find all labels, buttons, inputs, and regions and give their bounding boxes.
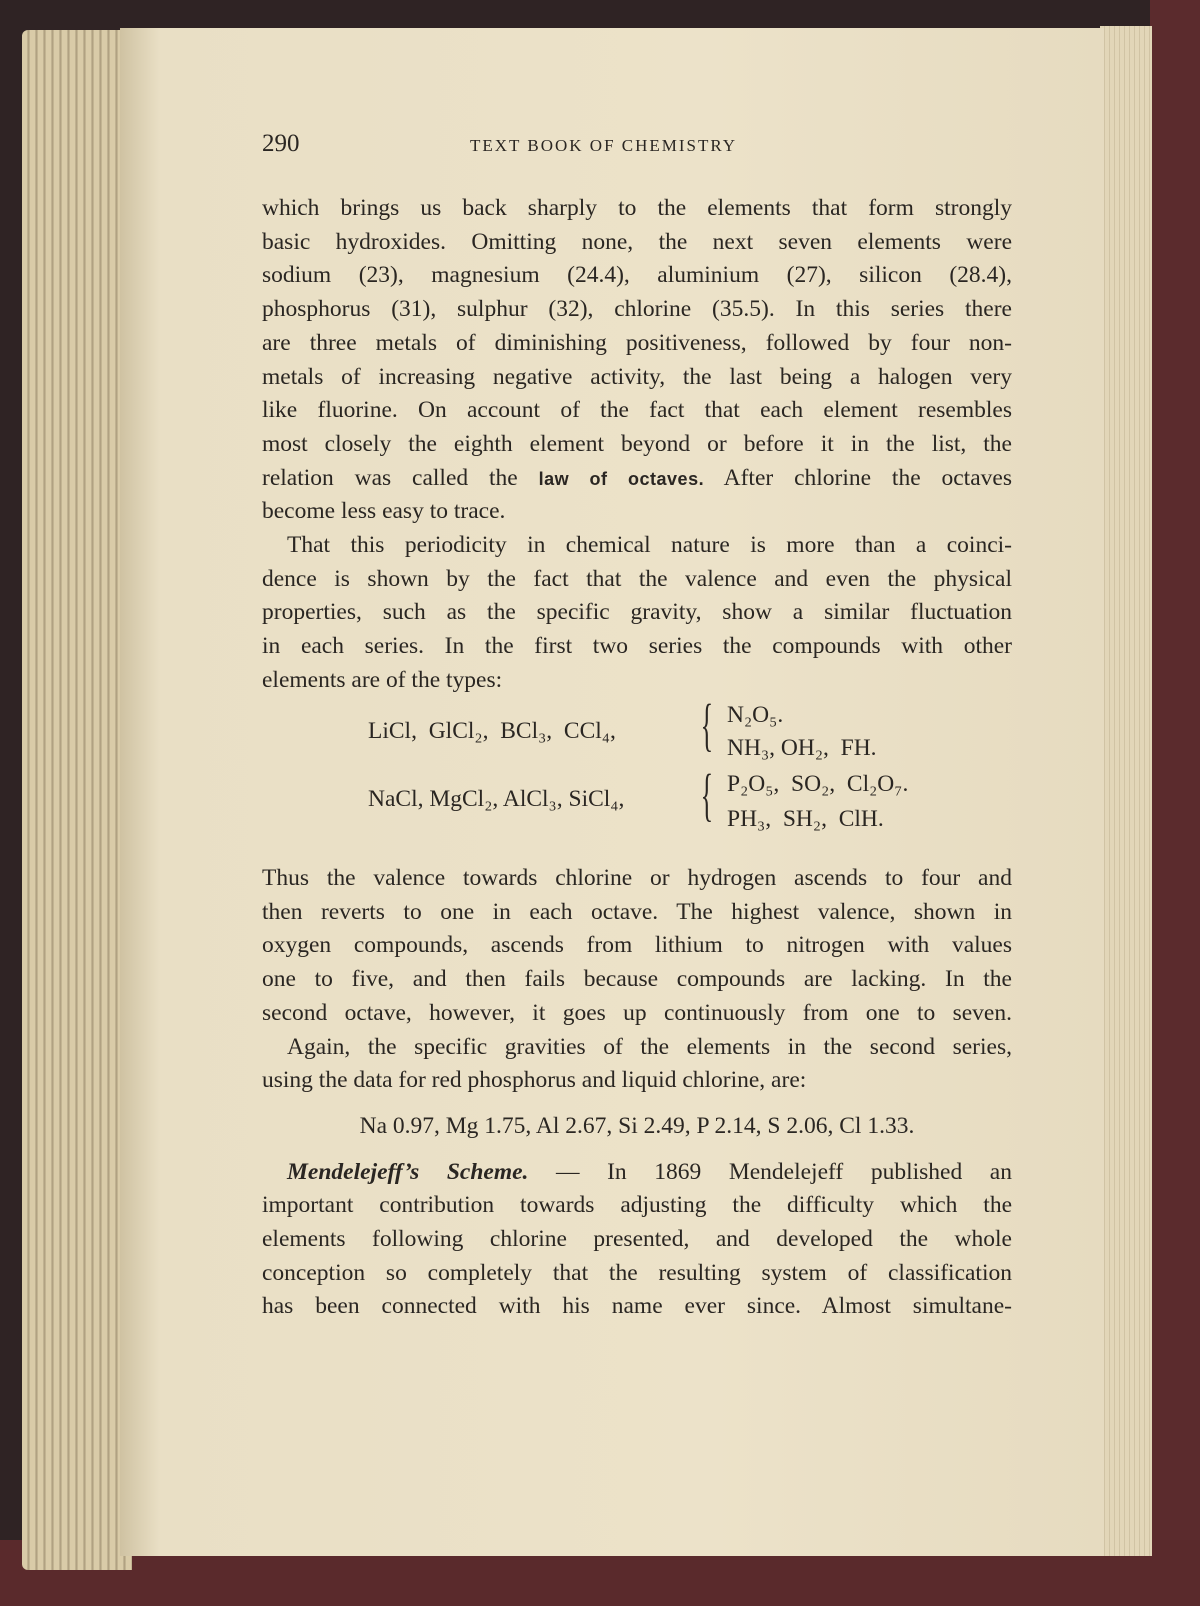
- text-segment: using the data for red phosphorus and liquid chlorine, are:: [262, 1067, 807, 1094]
- formula-oxides-row1: N₂O₅.: [727, 702, 784, 728]
- text-segment: elements are of the types:: [262, 666, 503, 693]
- text-line: [262, 328, 1012, 358]
- text-line: [262, 1224, 1012, 1254]
- text-segment: sodium (23), magnesium (24.4), aluminium (27), silicon (28.4),: [262, 262, 1012, 289]
- text-line: [262, 496, 1012, 526]
- text-segment: conception so completely that the resulting system of classification: [262, 1259, 1012, 1286]
- text-line: [262, 897, 1012, 927]
- formula-chlorides-row1: LiCl, GlCl₂, BCl₃, CCl₄,: [368, 718, 616, 744]
- text-segment: After chlorine the octaves: [704, 464, 1012, 491]
- emphasis-term: Mendelejeff’s Scheme.: [287, 1158, 529, 1185]
- text-line: [262, 294, 1012, 324]
- text-segment: dence is shown by the fact that the valence and even the physical: [262, 565, 1012, 592]
- text-segment: — In 1869 Mendelejeff published an: [528, 1158, 1012, 1185]
- text-line: [262, 362, 1012, 392]
- text-segment: become less easy to trace.: [262, 498, 506, 525]
- text-line: [262, 1291, 1012, 1321]
- text-line: [287, 1157, 1012, 1187]
- text-segment: has been connected with his name ever since. Almost simultane-: [262, 1293, 1012, 1320]
- text-segment: then reverts to one in each octave. The highest valence, shown in: [262, 898, 1012, 925]
- text-segment: That this periodicity in chemical nature is more than a coinci-: [287, 532, 1012, 558]
- text-segment: one to five, and then fails because compounds are lacking. In the: [262, 966, 1012, 993]
- text-line: [287, 1032, 1012, 1062]
- text-line: [262, 863, 1012, 893]
- text-line: [262, 631, 1012, 661]
- emphasis-term: law of octaves.: [538, 468, 705, 489]
- text-segment: important contribution towards adjusting the difficulty which the: [262, 1192, 1012, 1219]
- text-segment: phosphorus (31), sulphur (32), chlorine (35.5). In this series there: [262, 296, 1012, 323]
- text-segment: elements following chlorine presented, and developed the whole: [262, 1226, 1012, 1252]
- text-line: [262, 597, 1012, 627]
- text-line: [262, 665, 1012, 695]
- text-segment: Again, the specific gravities of the elements in the second series,: [287, 1033, 1012, 1060]
- text-segment: which brings us back sharply to the elements that form strongly: [262, 195, 1012, 221]
- text-line: [262, 964, 1012, 994]
- text-segment: metals of increasing negative activity, the last being a halogen very: [262, 363, 1012, 390]
- text-line: [262, 1190, 1012, 1220]
- text-line: [262, 395, 1012, 425]
- text-segment: Thus the valence towards chlorine or hydrogen ascends to four and: [262, 865, 1012, 891]
- formula-chlorides-row2: NaCl, MgCl₂, AlCl₃, SiCl₄,: [368, 786, 625, 812]
- text-line: [262, 193, 1012, 223]
- text-segment: second octave, however, it goes up continuously from one to seven.: [262, 999, 1012, 1026]
- formula-hydrides-row2: PH₃, SH₂, ClH.: [727, 806, 884, 832]
- text-segment: oxygen compounds, ascends from lithium to nitrogen with values: [262, 932, 1012, 959]
- text-line: [262, 429, 1012, 459]
- page-number: 290: [262, 130, 300, 157]
- book-cover-right: [1150, 0, 1200, 1606]
- running-title: TEXT BOOK OF CHEMISTRY: [470, 136, 738, 155]
- text-segment: are three metals of diminishing positiveness, followed by four non-: [262, 329, 1012, 356]
- brace-row2: {: [700, 762, 714, 827]
- formula-oxides-row2: P₂O₅, SO₂, Cl₂O₇.: [727, 771, 909, 797]
- text-line: [262, 998, 1012, 1028]
- text-line: [287, 530, 1012, 560]
- text-line: [262, 564, 1012, 594]
- text-segment: basic hydroxides. Omitting none, the next seven elements were: [262, 228, 1012, 255]
- text-line: [262, 227, 1012, 257]
- text-segment: in each series. In the first two series the compounds with other: [262, 633, 1012, 660]
- text-segment: Na 0.97, Mg 1.75, Al 2.67, Si 2.49, P 2.14, S 2.06, Cl 1.33.: [359, 1112, 915, 1139]
- text-line: [262, 1258, 1012, 1288]
- text-segment: relation was called the: [262, 464, 539, 491]
- text-line: [262, 260, 1012, 290]
- formula-hydrides-row1: NH₃, OH₂, FH.: [727, 735, 877, 761]
- text-line: [262, 1065, 1012, 1095]
- page-edges-left: [22, 30, 132, 1570]
- brace-row1: {: [700, 692, 714, 757]
- text-line: [262, 463, 1012, 494]
- text-segment: most closely the eighth element beyond or before it in the list, the: [262, 430, 1012, 457]
- text-line: [262, 1111, 1012, 1141]
- page-edges-right: [1100, 26, 1152, 1556]
- text-segment: like fluorine. On account of the fact that each element resembles: [262, 397, 1012, 424]
- text-segment: properties, such as the specific gravity, show a similar fluctuation: [262, 599, 1012, 626]
- text-line: [262, 930, 1012, 960]
